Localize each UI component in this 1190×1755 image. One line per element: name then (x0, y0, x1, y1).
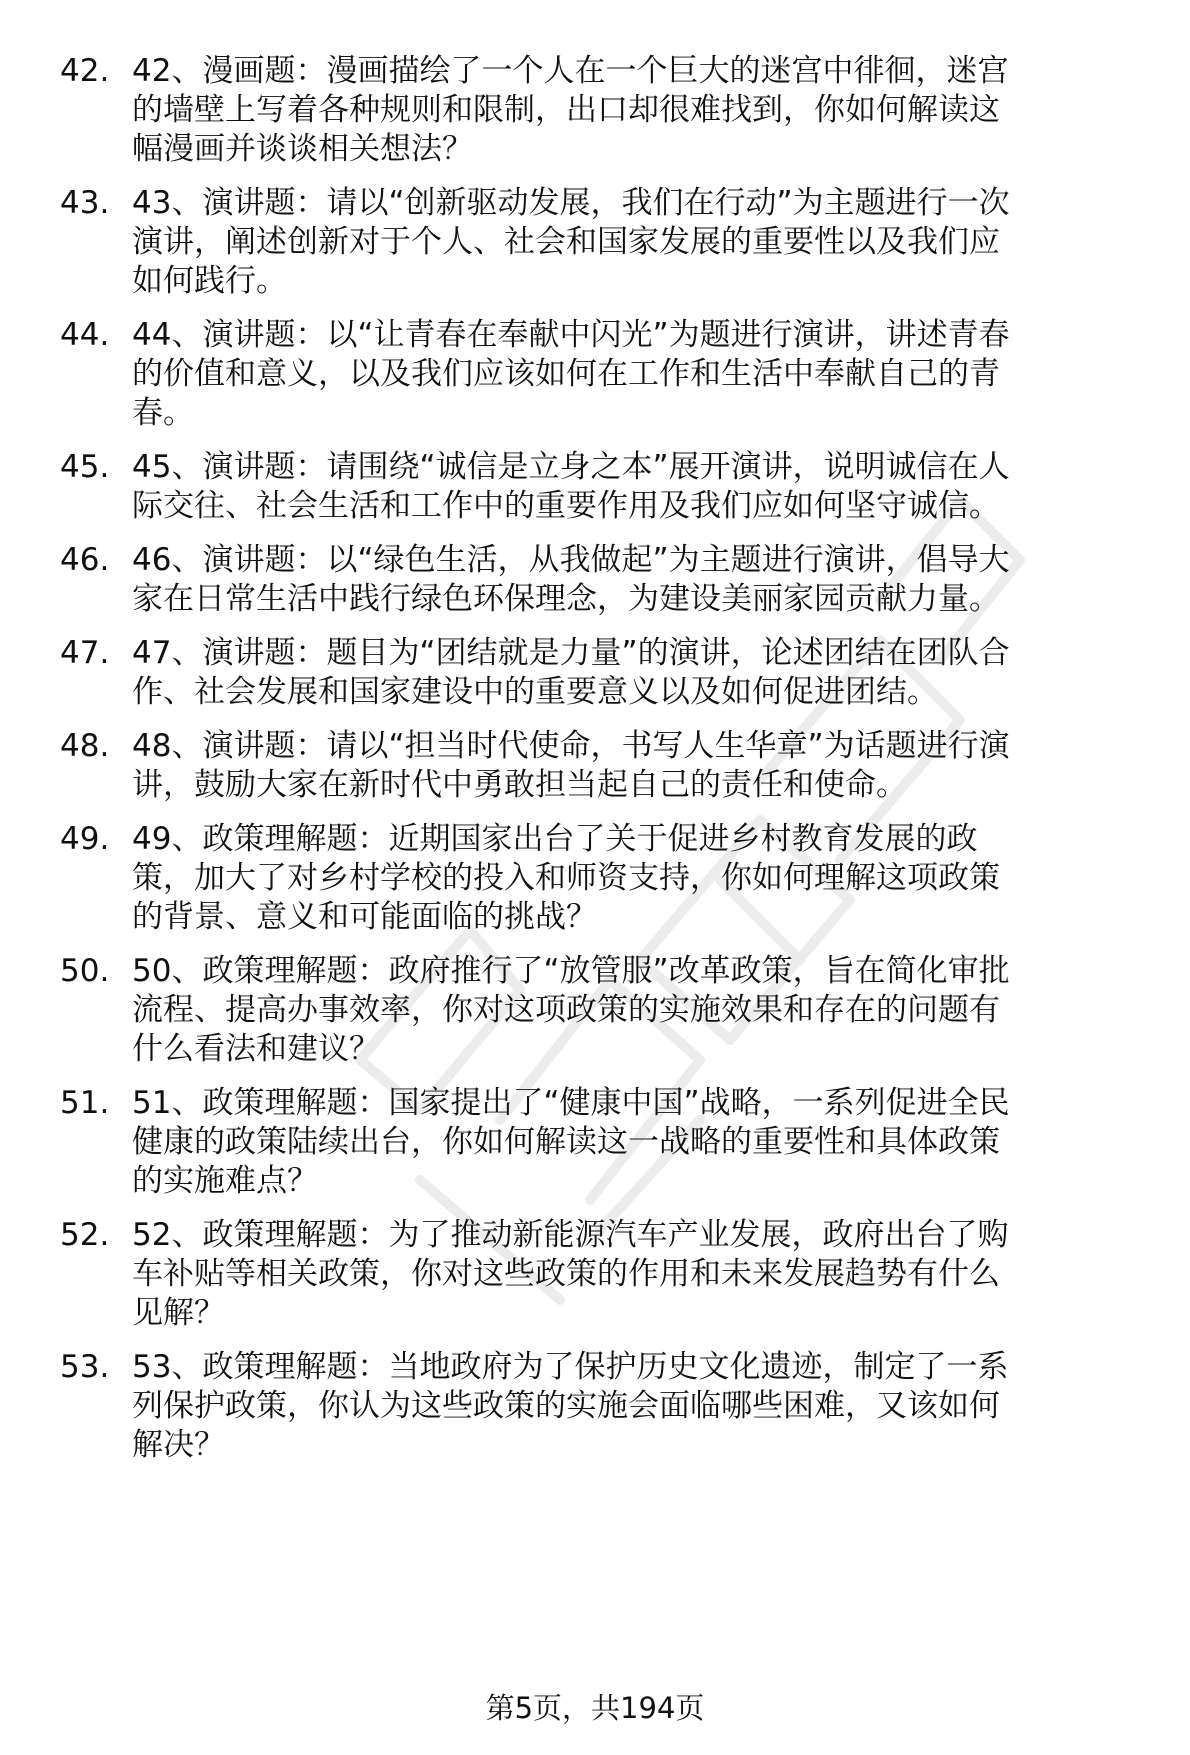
question-number: 46. (60, 542, 110, 578)
question-number: 50. (60, 953, 110, 989)
question-number: 44. (60, 317, 110, 353)
question-text (132, 52, 1160, 169)
question-item (0, 316, 1190, 433)
question-number: 45. (60, 449, 110, 485)
question-text-line: 见解？ (132, 1295, 225, 1331)
question-text-line: 讲，鼓励大家在新时代中勇敢担当起自己的责任和使命。 (132, 767, 907, 803)
question-text (132, 448, 1160, 526)
question-item (0, 52, 1190, 169)
question-text-line: 车补贴等相关政策，你对这些政策的作用和未来发展趋势有什么 (132, 1256, 1000, 1292)
question-text-line: 的背景、意义和可能面临的挑战？ (132, 899, 597, 935)
question-item (0, 1084, 1190, 1201)
question-number: 48. (60, 728, 110, 764)
question-text (132, 727, 1160, 805)
question-number: 49. (60, 821, 110, 857)
question-item (0, 541, 1190, 619)
question-item (0, 184, 1190, 301)
question-text (132, 634, 1160, 712)
question-text-line: 的实施难点？ (132, 1163, 318, 1199)
question-text-line: 策，加大了对乡村学校的投入和师资支持，你如何理解这项政策 (132, 860, 1000, 896)
question-list (0, 52, 1190, 1480)
question-text (132, 1084, 1160, 1201)
question-text-line: 春。 (132, 395, 194, 431)
question-text-line: 际交往、社会生活和工作中的重要作用及我们应如何坚守诚信。 (132, 488, 1000, 524)
question-number: 42. (60, 53, 110, 89)
question-text-line: 的墙壁上写着各种规则和限制，出口却很难找到，你如何解读这 (132, 92, 1000, 128)
question-text (132, 184, 1160, 301)
question-text-line: 什么看法和建议？ (132, 1031, 380, 1067)
question-item (0, 820, 1190, 937)
question-number: 51. (60, 1085, 110, 1121)
question-text-line: 流程、提高办事效率，你对这项政策的实施效果和存在的问题有 (132, 992, 1000, 1028)
question-text-line: 53、政策理解题：当地政府为了保护历史文化遗迹，制定了一系 (132, 1349, 1009, 1385)
page-footer (0, 1690, 1190, 1726)
question-text-line: 列保护政策，你认为这些政策的实施会面临哪些困难，又该如何 (132, 1388, 1000, 1424)
question-text-line: 幅漫画并谈谈相关想法？ (132, 131, 473, 167)
question-number: 52. (60, 1217, 110, 1253)
question-text (132, 1216, 1160, 1333)
question-text-line: 45、演讲题：请围绕“诚信是立身之本”展开演讲，说明诚信在人 (132, 449, 1010, 485)
question-text (132, 820, 1160, 937)
question-item (0, 634, 1190, 712)
question-text-line: 51、政策理解题：国家提出了“健康中国”战略，一系列促进全民 (132, 1085, 1010, 1121)
question-item (0, 727, 1190, 805)
question-text-line: 52、政策理解题：为了推动新能源汽车产业发展，政府出台了购 (132, 1217, 1009, 1253)
page-number-label: 第5页，共194页 (485, 1691, 705, 1725)
question-text-line: 42、漫画题：漫画描绘了一个人在一个巨大的迷宫中徘徊，迷宫 (132, 53, 1009, 89)
question-text (132, 316, 1160, 433)
question-text-line: 50、政策理解题：政府推行了“放管服”改革政策，旨在简化审批 (132, 953, 1010, 989)
question-text (132, 952, 1160, 1069)
question-text-line: 的价值和意义，以及我们应该如何在工作和生活中奉献自己的青 (132, 356, 1000, 392)
question-number: 43. (60, 185, 110, 221)
question-text-line: 健康的政策陆续出台，你如何解读这一战略的重要性和具体政策 (132, 1124, 1000, 1160)
question-text-line: 44、演讲题：以“让青春在奉献中闪光”为题进行演讲，讲述青春 (132, 317, 1010, 353)
question-number: 47. (60, 635, 110, 671)
question-text-line: 家在日常生活中践行绿色环保理念，为建设美丽家园贡献力量。 (132, 581, 1000, 617)
question-item (0, 952, 1190, 1069)
question-item (0, 1348, 1190, 1465)
question-item (0, 448, 1190, 526)
question-text-line: 48、演讲题：请以“担当时代使命，书写人生华章”为话题进行演 (132, 728, 1010, 764)
question-text-line: 47、演讲题：题目为“团结就是力量”的演讲，论述团结在团队合 (132, 635, 1010, 671)
question-text-line: 46、演讲题：以“绿色生活，从我做起”为主题进行演讲，倡导大 (132, 542, 1010, 578)
question-text (132, 1348, 1160, 1465)
question-text-line: 演讲，阐述创新对于个人、社会和国家发展的重要性以及我们应 (132, 224, 1000, 260)
question-text-line: 如何践行。 (132, 263, 287, 299)
question-text-line: 49、政策理解题：近期国家出台了关于促进乡村教育发展的政 (132, 821, 978, 857)
question-text-line: 作、社会发展和国家建设中的重要意义以及如何促进团结。 (132, 674, 938, 710)
question-text-line: 解决？ (132, 1427, 225, 1463)
question-text-line: 43、演讲题：请以“创新驱动发展，我们在行动”为主题进行一次 (132, 185, 1010, 221)
question-item (0, 1216, 1190, 1333)
question-number: 53. (60, 1349, 110, 1385)
question-text (132, 541, 1160, 619)
